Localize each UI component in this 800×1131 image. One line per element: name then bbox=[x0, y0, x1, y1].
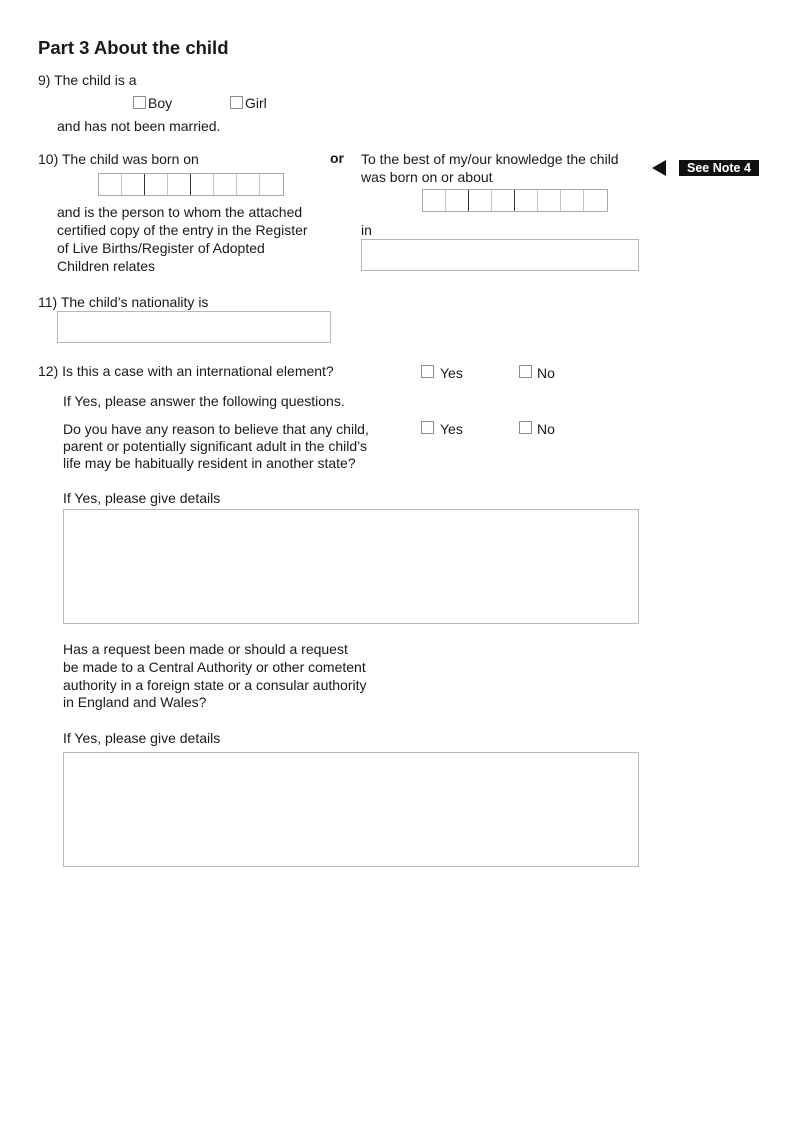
request-line-4: in England and Wales? bbox=[63, 694, 207, 710]
register-line-2: certified copy of the entry in the Register bbox=[57, 222, 308, 238]
or-text: or bbox=[330, 150, 344, 166]
alt-birth-line-1: To the best of my/our knowledge the child bbox=[361, 151, 619, 167]
boy-checkbox[interactable] bbox=[133, 96, 146, 109]
request-line-3: authority in a foreign state or a consular authority bbox=[63, 677, 367, 693]
register-line-3: of Live Births/Register of Adopted bbox=[57, 240, 265, 256]
request-line-2: be made to a Central Authority or other cometent bbox=[63, 659, 366, 675]
register-line-4: Children relates bbox=[57, 258, 156, 274]
q11-label: 11) The child’s nationality is bbox=[38, 294, 209, 310]
see-note-badge: See Note 4 bbox=[679, 160, 759, 176]
request-line-1: Has a request been made or should a request bbox=[63, 641, 348, 657]
alt-birth-line-2: was born on or about bbox=[361, 169, 493, 185]
habitual-line-1: Do you have any reason to believe that any child, bbox=[63, 421, 369, 437]
habitual-yes-checkbox[interactable] bbox=[421, 421, 434, 434]
habitual-yes-label: Yes bbox=[440, 421, 463, 437]
page-title: Part 3 About the child bbox=[38, 37, 229, 58]
habitual-no-label: No bbox=[537, 421, 555, 437]
international-yes-label: Yes bbox=[440, 365, 463, 381]
request-details-textarea[interactable] bbox=[63, 752, 639, 867]
international-no-label: No bbox=[537, 365, 555, 381]
not-married-text: and has not been married. bbox=[57, 118, 221, 134]
if-yes-answer-text: If Yes, please answer the following questions. bbox=[63, 393, 345, 409]
girl-label: Girl bbox=[245, 95, 267, 111]
international-no-checkbox[interactable] bbox=[519, 365, 532, 378]
register-line-1: and is the person to whom the attached bbox=[57, 204, 303, 220]
habitual-details-textarea[interactable] bbox=[63, 509, 639, 624]
note-arrow-icon bbox=[652, 160, 666, 176]
approx-birth-date-input[interactable] bbox=[422, 189, 608, 212]
boy-label: Boy bbox=[148, 95, 173, 111]
international-yes-checkbox[interactable] bbox=[421, 365, 434, 378]
girl-checkbox[interactable] bbox=[230, 96, 243, 109]
habitual-line-2: parent or potentially significant adult in the child’s bbox=[63, 438, 368, 454]
birth-date-input[interactable] bbox=[98, 173, 284, 196]
habitual-no-checkbox[interactable] bbox=[519, 421, 532, 434]
details-label-2: If Yes, please give details bbox=[63, 730, 221, 746]
in-label: in bbox=[361, 222, 372, 238]
q10-label: 10) The child was born on bbox=[38, 151, 199, 167]
nationality-field[interactable] bbox=[57, 311, 331, 343]
birth-place-field[interactable] bbox=[361, 239, 639, 271]
q12-label: 12) Is this a case with an international element? bbox=[38, 363, 334, 379]
details-label-1: If Yes, please give details bbox=[63, 490, 221, 506]
q9-label: 9) The child is a bbox=[38, 72, 137, 88]
habitual-line-3: life may be habitually resident in another state? bbox=[63, 455, 356, 471]
